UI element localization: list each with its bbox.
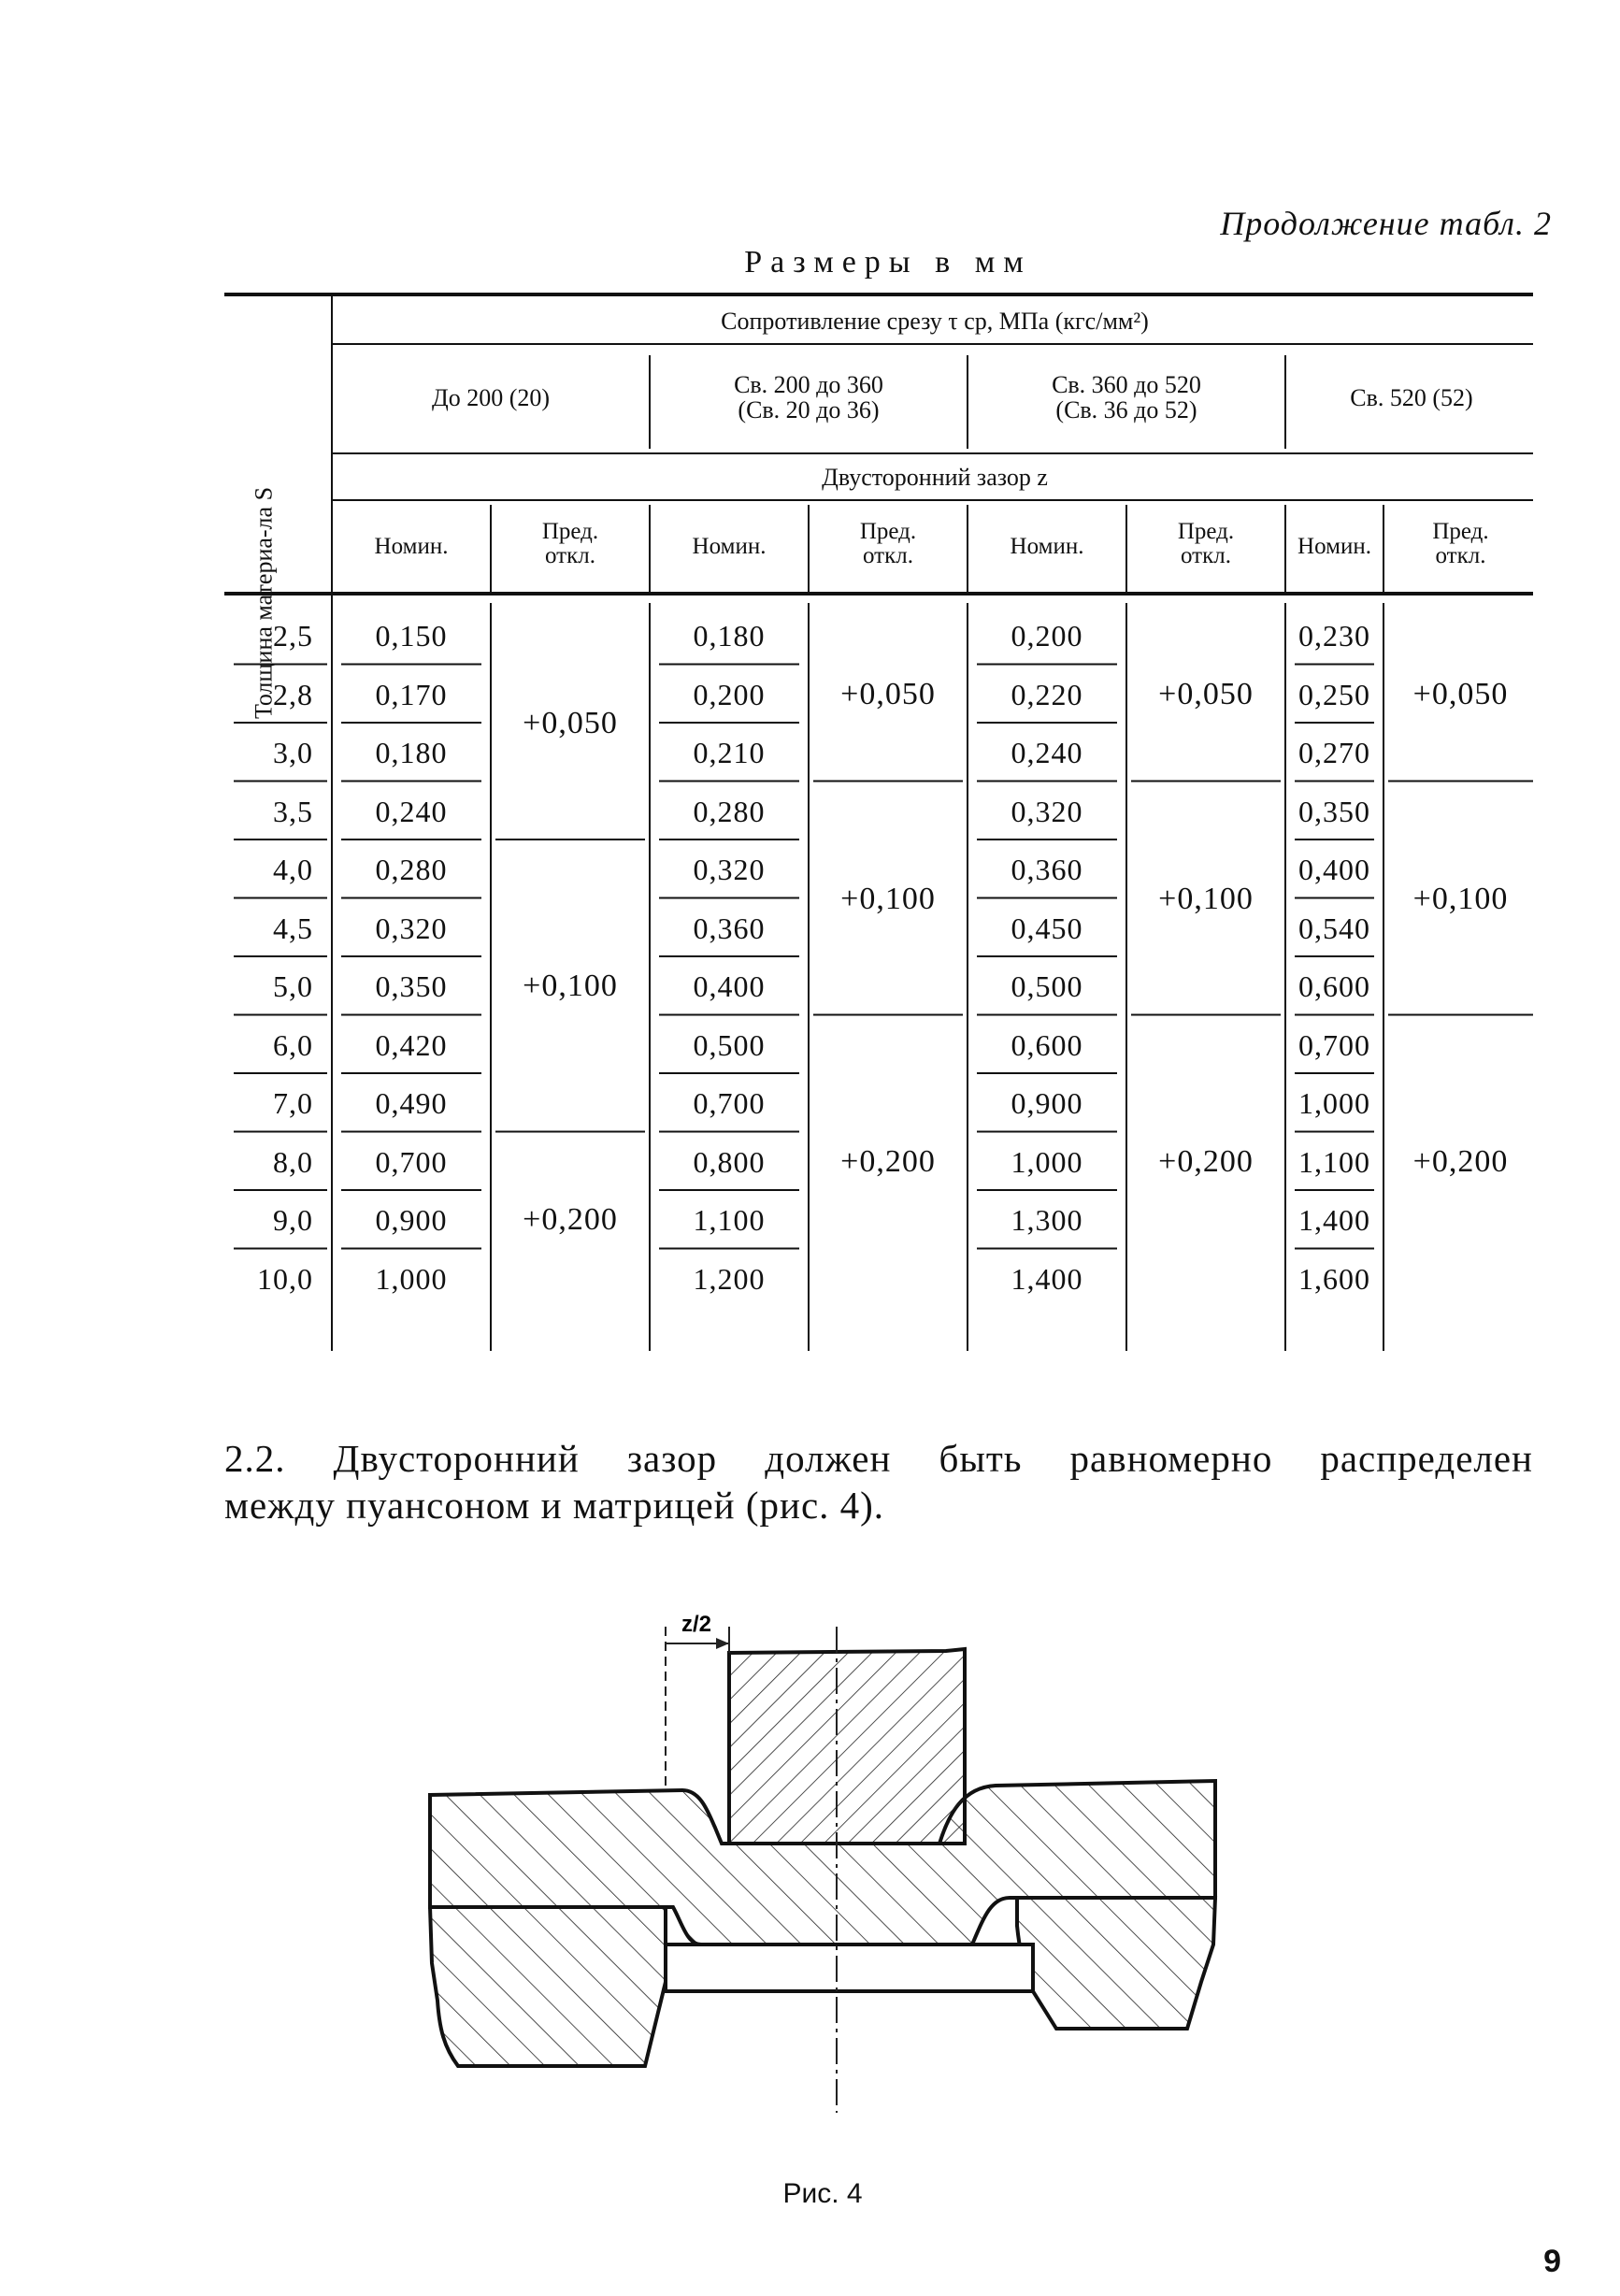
subheader-nominal: Номин. [1297, 534, 1371, 559]
nominal-value: 1,400 [1011, 1261, 1083, 1296]
nominal-value: 0,360 [693, 911, 766, 945]
tolerance-value: +0,200 [1412, 1143, 1509, 1179]
thickness-value: 4,0 [273, 853, 313, 886]
nominal-value: 0,700 [693, 1086, 766, 1120]
nominal-value: 0,210 [693, 736, 766, 769]
dim-arrow [716, 1638, 729, 1649]
nominal-value: 0,320 [375, 911, 448, 945]
nominal-value: 0,500 [1011, 969, 1083, 1003]
nominal-value: 0,350 [1298, 794, 1370, 828]
nominal-value: 0,400 [1298, 853, 1370, 886]
nominal-value: 0,320 [693, 853, 766, 886]
nominal-value: 1,000 [1298, 1086, 1370, 1120]
nominal-value: 0,280 [375, 853, 448, 886]
nominal-value: 1,000 [1011, 1144, 1083, 1179]
nominal-value: 0,490 [375, 1086, 448, 1120]
nominal-value: 1,400 [1298, 1203, 1370, 1237]
nominal-value: 0,200 [693, 677, 766, 711]
group-header-1: До 200 (20) [431, 384, 551, 411]
group-header-4: Св. 520 (52) [1350, 384, 1473, 411]
nominal-value: 0,360 [1011, 853, 1083, 886]
thickness-value: 6,0 [273, 1027, 313, 1062]
nominal-value: 1,300 [1011, 1203, 1083, 1237]
thickness-value: 3,0 [273, 736, 313, 769]
nominal-value: 1,100 [1298, 1144, 1370, 1179]
thickness-value: 8,0 [273, 1144, 313, 1179]
nominal-value: 0,700 [375, 1144, 448, 1179]
units-note: Размеры в мм [744, 245, 1032, 280]
punch-die-diagram [411, 1589, 1234, 2150]
nominal-value: 0,900 [375, 1203, 448, 1237]
tolerance-value: +0,050 [523, 706, 618, 740]
clearance-table [224, 290, 1533, 1360]
subheader-tolerance: Пред. откл. [1432, 519, 1489, 569]
continuation-note: Продолжение табл. 2 [1220, 205, 1552, 242]
nominal-value: 0,230 [1298, 619, 1370, 653]
thickness-value: 3,5 [273, 794, 313, 828]
nominal-value: 0,420 [375, 1027, 448, 1062]
nominal-value: 0,280 [693, 794, 766, 828]
thickness-value: 7,0 [273, 1086, 313, 1120]
tolerance-value: +0,200 [1158, 1143, 1254, 1179]
nominal-value: 0,350 [375, 969, 448, 1003]
thickness-value: 10,0 [257, 1261, 313, 1296]
nominal-value: 1,600 [1298, 1261, 1370, 1296]
tolerance-value: +0,100 [1412, 881, 1509, 916]
nominal-value: 0,150 [375, 619, 448, 653]
nominal-value: 0,170 [375, 677, 448, 711]
figure-4-drawing [411, 1589, 1234, 2150]
nominal-value: 0,400 [693, 969, 766, 1003]
thickness-value: 2,5 [273, 619, 313, 653]
tolerance-value: +0,100 [840, 881, 936, 916]
subheader-nominal: Номин. [374, 534, 449, 559]
thickness-value: 2,8 [273, 677, 313, 711]
thickness-value: 5,0 [273, 969, 313, 1003]
row-header-text: Толщина материа-ла S [250, 486, 278, 720]
subheader-tolerance: Пред. откл. [541, 519, 599, 569]
tolerance-value: +0,100 [1158, 881, 1254, 916]
nominal-value: 0,240 [375, 794, 448, 828]
nominal-value: 0,220 [1011, 677, 1083, 711]
nominal-value: 0,180 [375, 736, 448, 769]
nominal-value: 1,100 [693, 1203, 766, 1237]
table-title: Сопротивление срезу τ ср, МПа (кгс/мм²) [721, 308, 1149, 335]
figure-caption: Рис. 4 [782, 2178, 863, 2209]
tolerance-value: +0,100 [523, 969, 618, 1004]
gap-header: Двусторонний зазор z [822, 464, 1048, 491]
slug [666, 1944, 1033, 1991]
dim-label: z/2 [681, 1612, 712, 1637]
page-number: 9 [1543, 2244, 1561, 2279]
subheader-nominal: Номин. [1010, 534, 1084, 559]
nominal-value: 1,200 [693, 1261, 766, 1296]
nominal-value: 0,700 [1298, 1027, 1370, 1062]
nominal-value: 0,600 [1298, 969, 1370, 1003]
nominal-value: 0,450 [1011, 911, 1083, 945]
nominal-value: 0,240 [1011, 736, 1083, 769]
paragraph-line-2: между пуансоном и матрицей (рис. 4). [224, 1484, 885, 1527]
nominal-value: 0,250 [1298, 677, 1370, 711]
nominal-value: 0,270 [1298, 736, 1370, 769]
paragraph-2-2 [224, 1435, 1533, 1528]
group-header-3: Св. 360 до 520 (Св. 36 до 52) [1052, 371, 1201, 424]
tolerance-value: +0,200 [523, 1202, 618, 1238]
punch [729, 1649, 965, 1844]
group-header-2: Св. 200 до 360 (Св. 20 до 36) [734, 371, 883, 424]
paragraph-line-1: 2.2. Двусторонний зазор должен быть равномерно распределен [224, 1437, 1533, 1480]
nominal-value: 0,900 [1011, 1086, 1083, 1120]
nominal-value: 0,200 [1011, 619, 1083, 653]
nominal-value: 0,800 [693, 1144, 766, 1179]
subheader-nominal: Номин. [692, 534, 767, 559]
nominal-value: 0,180 [693, 619, 766, 653]
nominal-value: 0,500 [693, 1027, 766, 1062]
tolerance-value: +0,200 [840, 1143, 936, 1179]
die-right [1017, 1898, 1215, 2029]
thickness-value: 4,5 [273, 911, 313, 945]
subheader-tolerance: Пред. откл. [859, 519, 917, 569]
tolerance-value: +0,050 [840, 676, 936, 711]
nominal-value: 0,320 [1011, 794, 1083, 828]
tolerance-value: +0,050 [1412, 676, 1509, 711]
tolerance-value: +0,050 [1158, 676, 1254, 711]
die-left [430, 1907, 666, 2066]
subheader-tolerance: Пред. откл. [1177, 519, 1235, 569]
nominal-value: 0,600 [1011, 1027, 1083, 1062]
nominal-value: 1,000 [375, 1261, 448, 1296]
nominal-value: 0,540 [1298, 911, 1370, 945]
thickness-value: 9,0 [273, 1203, 313, 1237]
